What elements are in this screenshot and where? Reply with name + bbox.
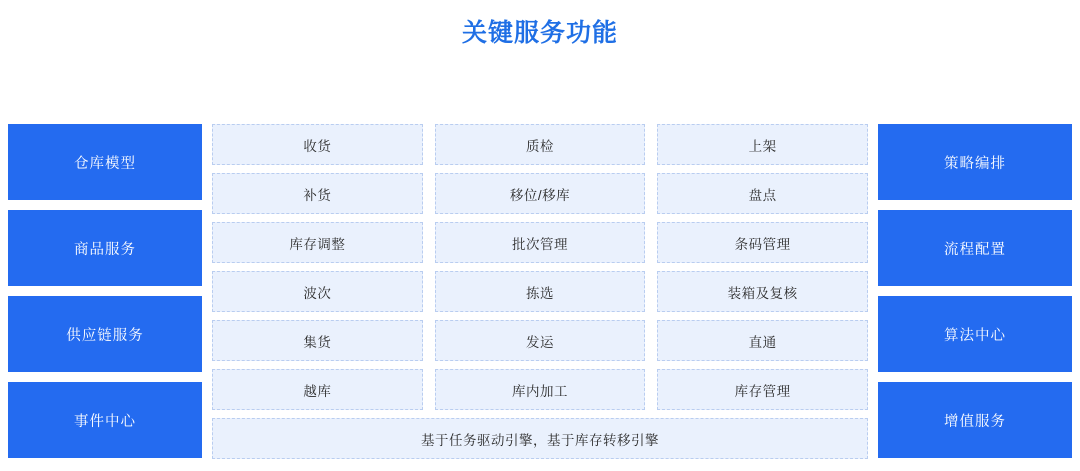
feature-cell[interactable] bbox=[435, 271, 646, 312]
feature-label: 收货 bbox=[303, 138, 332, 154]
feature-label: 发运 bbox=[526, 334, 554, 350]
page-title: 关键服务功能 bbox=[461, 19, 618, 47]
feature-cell[interactable] bbox=[435, 369, 646, 410]
feature-grid bbox=[212, 124, 868, 459]
feature-label: 补货 bbox=[303, 187, 332, 203]
feature-label: 集货 bbox=[303, 334, 332, 350]
feature-label: 波次 bbox=[303, 285, 332, 301]
feature-cell[interactable] bbox=[657, 369, 868, 410]
right-category-label: 增值服务 bbox=[944, 413, 1006, 430]
feature-cell[interactable] bbox=[212, 222, 423, 263]
feature-label: 批次管理 bbox=[512, 236, 568, 252]
feature-row bbox=[212, 222, 868, 263]
feature-cell[interactable] bbox=[657, 222, 868, 263]
feature-cell[interactable] bbox=[212, 271, 423, 312]
right-category-label: 流程配置 bbox=[944, 241, 1006, 258]
feature-cell[interactable] bbox=[435, 222, 646, 263]
feature-cell[interactable] bbox=[435, 173, 646, 214]
left-category-item[interactable] bbox=[8, 210, 202, 286]
feature-label: 库内加工 bbox=[512, 383, 568, 399]
feature-label: 条码管理 bbox=[734, 236, 791, 252]
feature-cell[interactable] bbox=[212, 173, 423, 214]
right-category-label: 算法中心 bbox=[944, 327, 1006, 344]
left-category-label: 商品服务 bbox=[74, 241, 136, 258]
feature-cell[interactable] bbox=[657, 271, 868, 312]
capability-diagram bbox=[8, 124, 1072, 459]
feature-label: 装箱及复核 bbox=[727, 285, 798, 301]
right-category-label: 策略编排 bbox=[944, 155, 1006, 172]
left-category-item[interactable] bbox=[8, 124, 202, 200]
right-category-item[interactable] bbox=[878, 210, 1072, 286]
feature-label: 拣选 bbox=[526, 285, 554, 301]
feature-label: 盘点 bbox=[748, 187, 777, 203]
left-category-label: 仓库模型 bbox=[74, 155, 136, 172]
feature-label: 越库 bbox=[303, 383, 332, 399]
feature-cell[interactable] bbox=[657, 173, 868, 214]
feature-cell[interactable] bbox=[212, 124, 423, 165]
feature-label: 上架 bbox=[748, 138, 777, 154]
feature-row bbox=[212, 320, 868, 361]
feature-label: 质检 bbox=[526, 138, 554, 154]
engine-label: 基于任务驱动引擎，基于库存转移引擎 bbox=[421, 432, 659, 448]
left-category-label: 供应链服务 bbox=[66, 327, 144, 344]
feature-cell[interactable] bbox=[435, 320, 646, 361]
engine-cell[interactable] bbox=[212, 418, 868, 459]
right-category-item[interactable] bbox=[878, 124, 1072, 200]
left-category-label: 事件中心 bbox=[74, 413, 136, 430]
feature-row bbox=[212, 173, 868, 214]
right-category-item[interactable] bbox=[878, 382, 1072, 458]
feature-row bbox=[212, 369, 868, 410]
feature-cell[interactable] bbox=[435, 124, 646, 165]
feature-cell[interactable] bbox=[657, 320, 868, 361]
feature-cell[interactable] bbox=[657, 124, 868, 165]
feature-label: 移位/移库 bbox=[509, 187, 571, 203]
right-category-column bbox=[878, 124, 1072, 458]
feature-row bbox=[212, 124, 868, 165]
left-category-column bbox=[8, 124, 202, 458]
feature-label: 库存管理 bbox=[734, 383, 791, 399]
feature-cell[interactable] bbox=[212, 320, 423, 361]
right-category-item[interactable] bbox=[878, 296, 1072, 372]
engine-row bbox=[212, 418, 868, 459]
feature-label: 直通 bbox=[748, 334, 777, 350]
left-category-item[interactable] bbox=[8, 382, 202, 458]
feature-label: 库存调整 bbox=[289, 236, 346, 252]
left-category-item[interactable] bbox=[8, 296, 202, 372]
feature-cell[interactable] bbox=[212, 369, 423, 410]
feature-row bbox=[212, 271, 868, 312]
